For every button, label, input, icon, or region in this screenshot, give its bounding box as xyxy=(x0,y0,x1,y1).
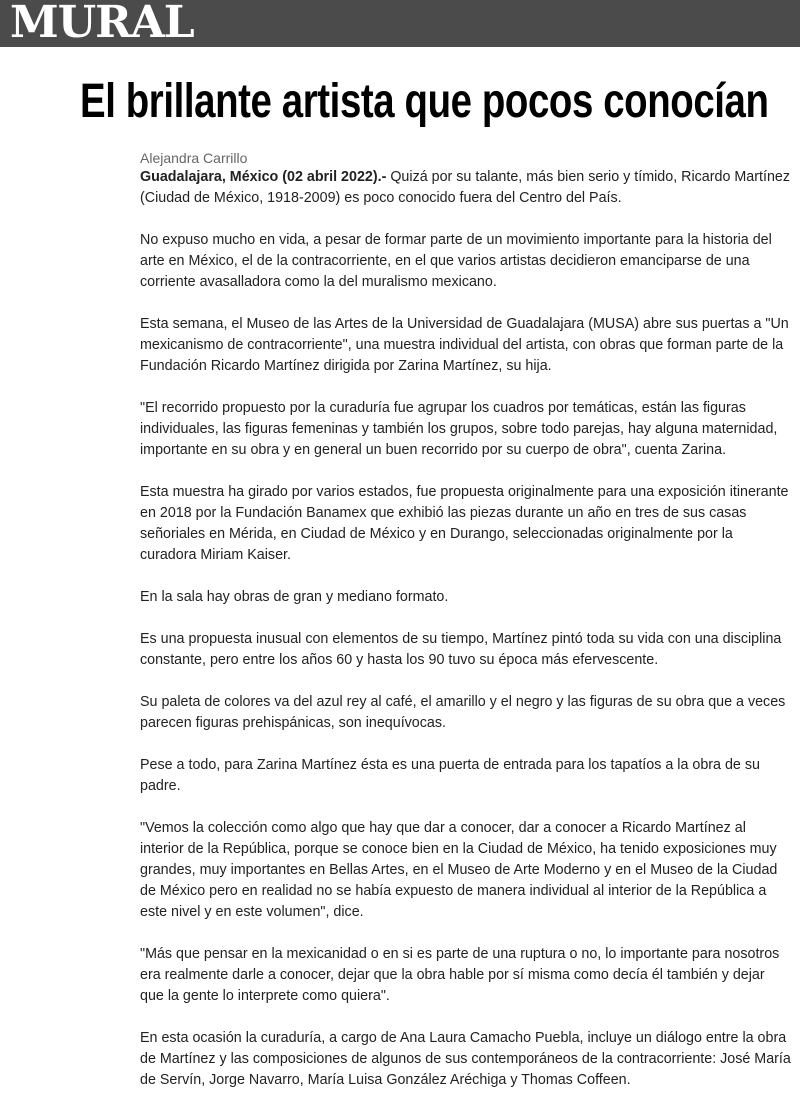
article-paragraph: En la sala hay obras de gran y mediano formato. xyxy=(140,589,449,605)
article-author: Alejandra Carrillo xyxy=(140,150,248,166)
article-paragraph: Pese a todo, para Zarina Martínez ésta es una puerta de entrada para los tapatíos a la obra de su padre. xyxy=(140,757,760,794)
article-paragraph: No expuso mucho en vida, a pesar de formar parte de un movimiento importante para la historia del arte en México, el de la contracorriente, en el que varios artistas decidieron emanciparse de una corriente avasalladora como la del muralismo mexicano. xyxy=(140,232,772,290)
article-paragraph: Es una propuesta inusual con elementos de su tiempo, Martínez pintó toda su vida con una disciplina constante, pero entre los años 60 y hasta los 90 tuvo su época más efervescente. xyxy=(140,631,782,668)
article-paragraph: Esta semana, el Museo de las Artes de la Universidad de Guadalajara (MUSA) abre sus puertas a "Un mexicanismo de contracorriente", una muestra individual del artista, con obras que forman parte de la Fundación Ricardo Martínez dirigida por Zarina Martínez, su hija. xyxy=(140,316,789,374)
article-body xyxy=(140,150,792,1112)
mural-logo[interactable]: MURAL xyxy=(10,0,194,48)
article-paragraph: "El recorrido propuesto por la curaduría fue agrupar los cuadros por temáticas, están las figuras individuales, las figuras femeninas y también los grupos, sobre todo parejas, hay alguna maternidad, importante en su obra y en general un buen recorrido por su cuerpo de obra", cuenta Zarina. xyxy=(140,400,778,458)
article-paragraph: Esta muestra ha girado por varios estados, fue propuesta originalmente para una exposición itinerante en 2018 por la Fundación Banamex que exhibió las piezas durante un año en tres de sus casas señoriales en Mérida, en Ciudad de México y en Durango, seleccionadas originalmente por la curadora Miriam Kaiser. xyxy=(140,484,789,563)
article-paragraph: "Más que pensar en la mexicanidad o en si es parte de una ruptura o no, lo importante para nosotros era realmente darle a conocer, dejar que la obra hable por sí misma como decía él también y dejar que la gente lo interprete como quiera". xyxy=(140,946,780,1004)
lead-text: Quizá por su talante, más bien serio y tímido, Ricardo Martínez (Ciudad de México, 1918-2009) es poco conocido fuera del Centro del País. xyxy=(140,169,791,206)
article-headline: El brillante artista que pocos conocían xyxy=(80,75,769,128)
article-paragraph: "Vemos la colección como algo que hay que dar a conocer, dar a conocer a Ricardo Martínez al interior de la República, porque se conoce bien en la Ciudad de México, ha tenido exposiciones muy grandes, muy importantes en Bellas Artes, en el Museo de Arte Moderno y en el Museo de la Ciudad de México pero en realidad no se había expuesto de manera individual al interior de la República a este nivel y en este volumen", dice. xyxy=(140,820,778,920)
article-paragraph: Su paleta de colores va del azul rey al café, el amarillo y el negro y las figuras de su obra que a veces parecen figuras prehispánicas, son inequívocas. xyxy=(140,694,786,731)
masthead xyxy=(0,0,800,47)
article-paragraph: En esta ocasión la curaduría, a cargo de Ana Laura Camacho Puebla, incluye un diálogo entre la obra de Martínez y las composiciones de algunos de sus contemporáneos de la contracorriente: José María de Servín, Jorge Navarro, María Luisa González Aréchiga y Thomas Coffeen. xyxy=(140,1030,791,1088)
article-paragraph-lead xyxy=(140,167,792,209)
article-dateline: Guadalajara, México (02 abril 2022).- xyxy=(140,169,387,185)
